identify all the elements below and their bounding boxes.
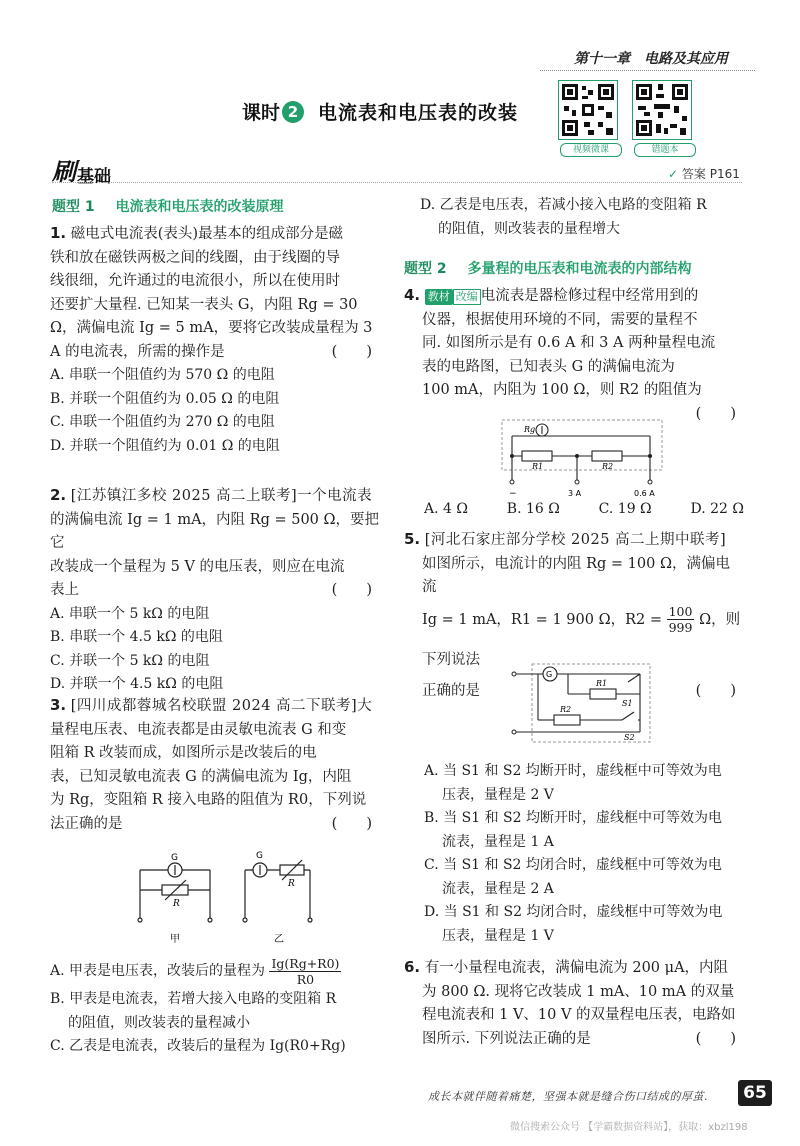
answer-ref-text: 答案 P161 <box>681 167 740 181</box>
circuit-jia-g-label: G <box>171 853 178 863</box>
circuit-yi-r-label: R <box>288 879 295 889</box>
q4-answer-bracket[interactable]: ( ) <box>695 405 736 422</box>
question-4 <box>404 284 744 426</box>
q3-line: 量程电压表、电流表都是由灵敏电流表 G 和变 <box>50 721 347 738</box>
brand-char: 刷 <box>52 158 76 186</box>
q4-fig-3a: 3 A <box>568 489 582 498</box>
chapter-title: 第十一章 电路及其应用 <box>574 51 728 67</box>
q5-option-a[interactable]: A. 当 S1 和 S2 均断开时，虚线框中可等效为电 压表，量程是 2 V <box>424 763 722 803</box>
q3-line: 法正确的是 ( ) <box>50 813 380 837</box>
q5-option-c[interactable]: C. 当 S1 和 S2 均闭合时，虚线框中可等效为电 流表，量程是 2 A <box>424 857 722 897</box>
q3-line: 为 Rg，变阻箱 R 接入电路的阻值为 R0，下列说 <box>50 792 367 808</box>
section-2-label: 题型 2 <box>404 261 447 277</box>
q2-line: 2. [江苏镇江多校 2025 高二上联考]一个电流表 <box>50 486 373 504</box>
brand-word: 基础 <box>77 167 111 187</box>
q5-fig-s1: S1 <box>622 699 633 708</box>
circuit-yi-caption: 乙 <box>274 934 284 945</box>
section-1-title: 电流表和电压表的改装原理 <box>115 199 284 215</box>
section-1-heading <box>52 196 284 216</box>
q4-tag-adapted: 改编 <box>453 289 481 305</box>
q2-answer-bracket[interactable]: ( ) <box>331 582 372 598</box>
q3-circuit-figures <box>120 848 340 948</box>
question-3 <box>50 694 380 836</box>
brand-underline <box>52 182 742 183</box>
q4-fig-r1: R1 <box>532 462 544 471</box>
section-1-label: 题型 1 <box>52 199 95 215</box>
question-2 <box>50 484 380 697</box>
qr-caption-mistakes: 错题本 <box>634 143 696 157</box>
q4-line: 仪器，根据使用环境的不同，需要的量程不 <box>422 311 698 328</box>
q4-number: 4. <box>404 286 421 304</box>
q5-option-b[interactable]: B. 当 S1 和 S2 均断开时，虚线框中可等效为电 流表，量程是 1 A <box>424 810 722 850</box>
q5-answer-bracket[interactable]: ( ) <box>695 682 736 699</box>
q2-number: 2. <box>50 486 67 504</box>
page-number: 65 <box>738 1080 772 1106</box>
q4-fig-rg: Rg <box>524 425 536 434</box>
lesson-number-badge: 2 <box>282 101 304 123</box>
q5-options <box>424 760 744 948</box>
q5-circuit-figure <box>510 662 660 746</box>
answer-reference <box>668 165 740 182</box>
section-2-title: 多量程的电压表和电流表的内部结构 <box>467 261 692 277</box>
q3-option-a[interactable]: A. 甲表是电压表，改装后的量程为 $\frac{Ig(Rg+R0)}{R0}$ <box>50 955 340 987</box>
qr-code-video[interactable] <box>558 80 618 140</box>
q2-option-d[interactable]: D. 并联一个 4.5 kΩ 的电阻 <box>50 676 224 692</box>
q5-number: 5. <box>404 530 421 548</box>
q2-option-c[interactable]: C. 并联一个 5 kΩ 的电阻 <box>50 652 210 669</box>
q4-line: 4. 教材 改编 电流表是器检修过程中经常用到的 <box>404 286 699 304</box>
q4-option-d[interactable]: D. 22 Ω <box>690 501 744 517</box>
header-rule <box>540 70 755 71</box>
q5-fig-s2: S2 <box>624 733 635 742</box>
question-1 <box>50 222 380 458</box>
q5-option-d[interactable]: D. 当 S1 和 S2 均闭合时，虚线框中可等效为电 压表，量程是 1 V <box>424 904 723 944</box>
q6-line: 为 800 Ω. 现将它改装成 1 mA、10 mA 的双量 <box>422 983 735 1000</box>
q5-line: 如图所示，电流计的内阻 Rg = 100 Ω，满偏电流 <box>422 555 730 595</box>
q5-line: 5. [河北石家庄部分学校 2025 高二上期中联考] <box>404 530 727 548</box>
lesson-title: 电流表和电压表的改装 <box>318 102 519 124</box>
q1-line: 铁和放在磁铁两极之间的线圈，由于线圈的导 <box>50 249 340 266</box>
q4-tag-textbook: 教材 <box>425 289 453 305</box>
q6-number: 6. <box>404 958 421 976</box>
q4-option-a[interactable]: A. 4 Ω <box>424 501 468 517</box>
q4-option-c[interactable]: C. 19 Ω <box>598 501 652 517</box>
q2-line: 的满偏电流 Ig = 1 mA，内阻 Rg = 500 Ω，要把它 <box>50 511 380 551</box>
qr-caption-video: 视频微课 <box>560 143 622 157</box>
q3-line: 3. [四川成都蓉城名校联盟 2024 高二下联考]大 <box>50 696 373 714</box>
circuit-jia-r-label: R <box>173 899 180 909</box>
q5-fig-g: G <box>546 670 553 679</box>
q2-option-b[interactable]: B. 串联一个 4.5 kΩ 的电阻 <box>50 629 223 645</box>
q6-line: 程电流表和 1 V、10 V 的双量程电压表，电路如 <box>422 1007 736 1023</box>
question-6 <box>404 956 744 1051</box>
q3-option-b[interactable]: B. 甲表是电流表，若增大接入电路的变阻箱 R 的阻值，则改装表的量程减小 <box>50 991 337 1031</box>
q6-answer-bracket[interactable]: ( ) <box>695 1030 736 1047</box>
lesson-heading <box>242 98 518 125</box>
q1-answer-bracket[interactable]: ( ) <box>331 343 372 360</box>
q2-option-a[interactable]: A. 串联一个 5 kΩ 的电阻 <box>50 605 210 622</box>
q4-fig-r2: R2 <box>602 462 614 471</box>
q3-option-c[interactable]: C. 乙表是电流表，改装后的量程为 Ig(R0+Rg) <box>50 1038 346 1054</box>
q1-option-a[interactable]: A. 串联一个阻值约为 570 Ω 的电阻 <box>50 367 275 383</box>
q3-options <box>50 954 380 1059</box>
q5-fig-r2: R2 <box>560 705 572 714</box>
q1-line: Ω，满偏电流 Ig = 5 mA，要将它改装成量程为 3 <box>50 320 373 336</box>
q3-line: 阻箱 R 改装而成，如图所示是改装后的电 <box>50 745 317 761</box>
footer-motto: 成长本就伴随着痛楚，坚强本就是缝合伤口结成的厚茧. <box>428 1090 708 1103</box>
lesson-label: 课时 <box>242 102 281 124</box>
footer-watermark: 微信搜索公众号 【学霸数据资料站】，获取：xbzl198 <box>510 1122 748 1133</box>
q1-line: 线很细，允许通过的电流很小，所以在使用时 <box>50 273 340 289</box>
qr-pattern-icon <box>632 80 692 140</box>
q3-option-a-fraction: $\frac{Ig(Rg+R0)}{R0}$ <box>271 955 340 987</box>
q5-line: Ig = 1 mA，R1 = 1 900 Ω，R2 = $\frac{100}{999}$ Ω，则下列说法 <box>422 604 741 668</box>
check-icon: ✓ <box>668 167 679 181</box>
circuit-jia <box>138 863 212 922</box>
q4-option-b[interactable]: B. 16 Ω <box>506 501 560 517</box>
q1-option-d[interactable]: D. 并联一个阻值约为 0.01 Ω 的电阻 <box>50 437 280 454</box>
q1-option-c[interactable]: C. 串联一个阻值约为 270 Ω 的电阻 <box>50 414 275 430</box>
q4-circuit-figure <box>500 418 670 498</box>
qr-pattern-icon <box>558 80 618 140</box>
q4-options <box>424 498 744 522</box>
circuit-yi <box>243 860 312 922</box>
q5-r2-fraction: $\frac{100}{999}$ <box>668 604 693 635</box>
q3-line: 表，已知灵敏电流表 G 的满偏电流为 Ig，内阻 <box>50 768 352 785</box>
q4-line: 同. 如图所示是有 0.6 A 和 3 A 两种量程电流 <box>422 335 716 351</box>
qr-code-mistakes[interactable] <box>632 80 692 140</box>
q4-line: 100 mA，内阻为 100 Ω，则 R2 的阻值为 ( ) <box>404 379 744 403</box>
q1-line: 还要扩大量程. 已知某一表头 G，内阻 Rg = 30 <box>50 296 358 313</box>
q3-option-d[interactable]: D. 乙表是电压表，若减小接入电路的变阻箱 R 的阻值，则改装表的量程增大 <box>420 197 707 237</box>
q3-number: 3. <box>50 696 67 714</box>
q1-line: 1. 磁电式电流表(表头)最基本的组成部分是磁 <box>50 224 344 242</box>
q1-option-b[interactable]: B. 并联一个阻值约为 0.05 Ω 的电阻 <box>50 390 280 407</box>
circuit-yi-g-label: G <box>256 851 263 861</box>
q6-line: 6. 有一小量程电流表，满偏电流为 200 μA，内阻 <box>404 958 729 976</box>
q1-number: 1. <box>50 224 67 242</box>
q5-fig-r1: R1 <box>596 679 608 688</box>
section-2-heading <box>404 258 692 278</box>
circuit-jia-caption: 甲 <box>170 934 180 945</box>
q3-answer-bracket[interactable]: ( ) <box>331 815 372 832</box>
q4-fig-minus: − <box>509 489 517 498</box>
q1-line: A 的电流表，所需的操作是 ( ) <box>50 341 380 365</box>
q2-line: 表上 ( ) <box>50 579 380 603</box>
q2-line: 改装成一个量程为 5 V 的电压表，则应在电流 <box>50 558 345 575</box>
q6-line: 图所示. 下列说法正确的是 ( ) <box>404 1028 744 1052</box>
q4-fig-06a: 0.6 A <box>634 489 655 498</box>
q5-line: 正确的是 ( ) <box>404 680 744 704</box>
q4-line: 表的电路图，已知表头 G 的满偏电流为 <box>422 358 675 375</box>
